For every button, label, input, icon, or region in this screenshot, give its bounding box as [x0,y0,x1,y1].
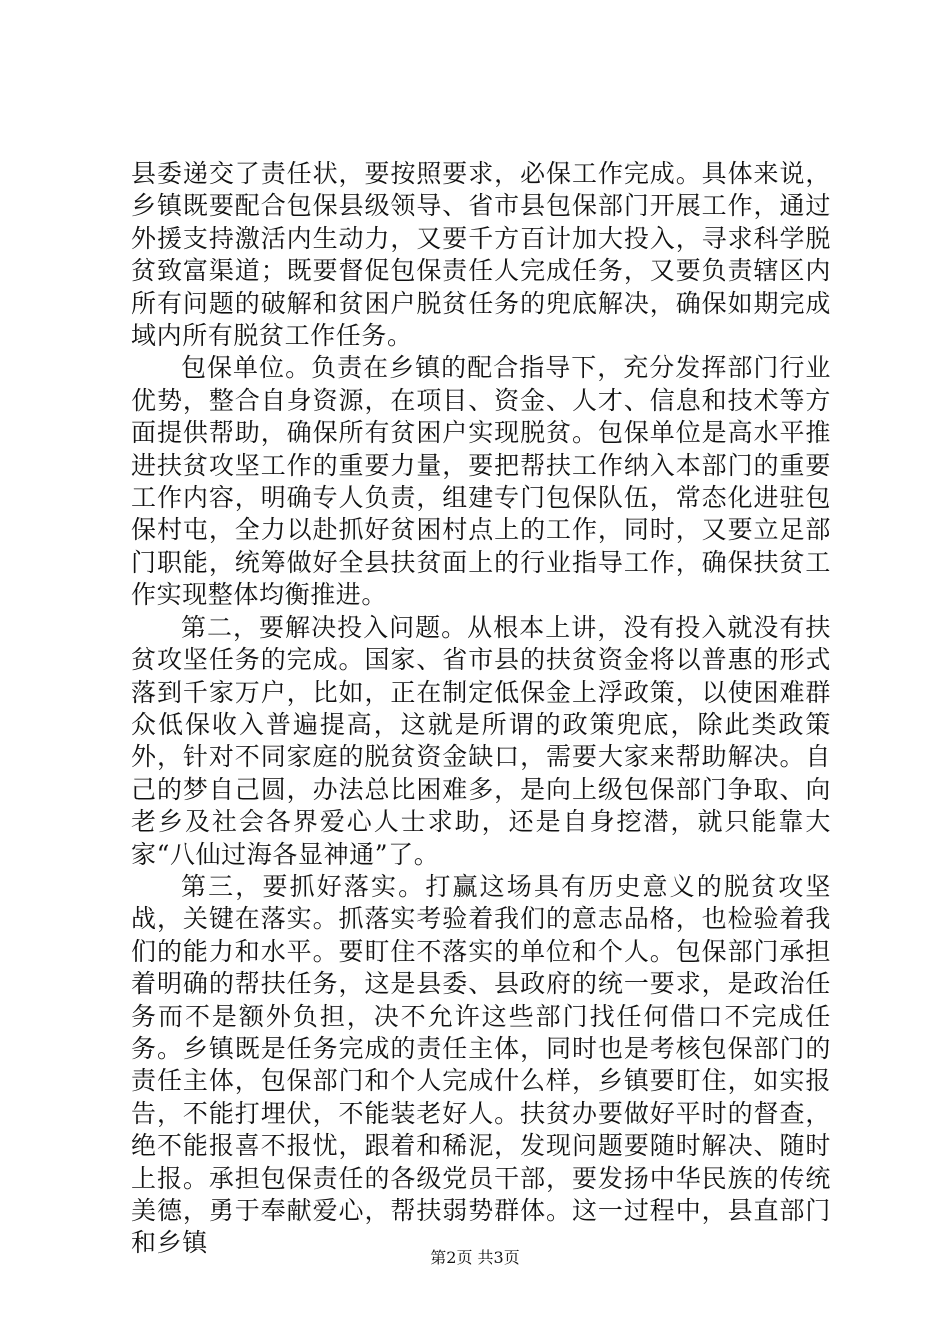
paragraph-second-point: 第二，要解决投入问题。从根本上讲，没有投入就没有扶贫攻坚任务的完成。国家、省市县的扶贫资金将以普惠的形式落到千家万户，比如，正在制定低保金上浮政策，以使困难群众低保收入普遍提高，这就是所谓的政策兜底，除此类政策外，针对不同家庭的脱贫资金缺口，需要大家来帮助解决。自己的梦自己圆，办法总比困难多，是向上级包保部门争取、向老乡及社会各界爱心人士求助，还是自身挖潜，就只能靠大家“八仙过海各显神通”了。 [131,612,831,869]
page-footer: 第2页 共3页 [430,1248,520,1267]
paragraph-third-point: 第三，要抓好落实。打赢这场具有历史意义的脱贫攻坚战，关键在落实。抓落实考验着我们的意志品格，也检验着我们的能力和水平。要盯住不落实的单位和个人。包保部门承担着明确的帮扶任务，这是县委、县政府的统一要求，是政治任务而不是额外负担，决不允许这些部门找任何借口不完成任务。乡镇既是任务完成的责任主体，同时也是考核包保部门的责任主体，包保部门和个人完成什么样，乡镇要盯住，如实报告，不能打埋伏，不能装老好人。扶贫办要做好平时的督查，绝不能报喜不报忧，跟着和稀泥，发现问题要随时解决、随时上报。承担包保责任的各级党员干部，要发扬中华民族的传统美德，勇于奉献爱心，帮扶弱势群体。这一过程中，县直部门和乡镇 [131,871,831,1258]
paragraph-bao-bao-dan-wei: 包保单位。负责在乡镇的配合指导下，充分发挥部门行业优势，整合自身资源，在项目、资金、人才、信息和技术等方面提供帮助，确保所有贫困户实现脱贫。包保单位是高水平推进扶贫攻坚工作的重要力量，要把帮扶工作纳入本部门的重要工作内容，明确专人负责，组建专门包保队伍，常态化进驻包保村屯，全力以赴抓好贫困村点上的工作，同时，又要立足部门职能，统筹做好全县扶贫面上的行业指导工作，确保扶贫工作实现整体均衡推进。 [131,353,831,610]
paragraph-continuation: 县委递交了责任状，要按照要求，必保工作完成。具体来说，乡镇既要配合包保县级领导、省市县包保部门开展工作，通过外援支持激活内生动力，又要千方百计加大投入，寻求科学脱贫致富渠道；既要督促包保责任人完成任务，又要负责辖区内所有问题的破解和贫困户脱贫任务的兜底解决，确保如期完成域内所有脱贫工作任务。 [131,159,831,351]
document-body [131,158,831,1260]
